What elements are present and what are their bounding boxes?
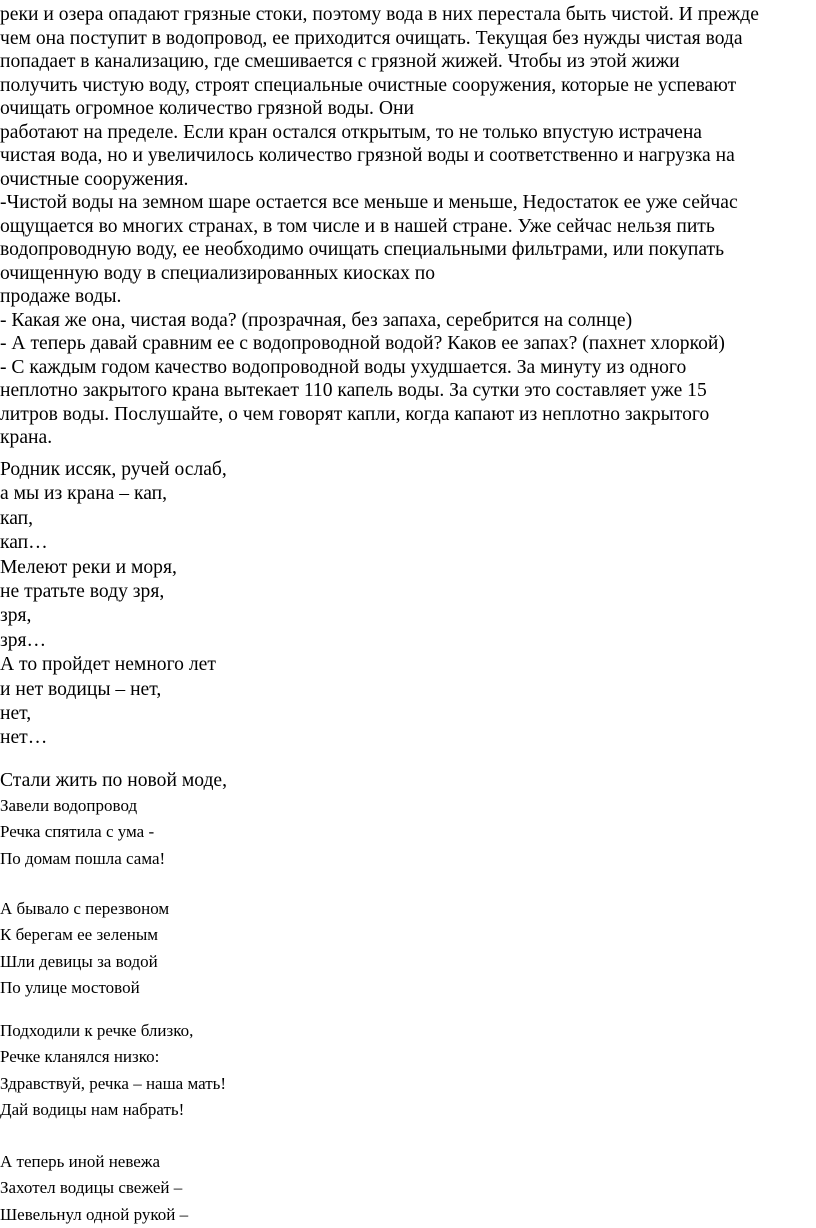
poem-line: Мелеют реки и моря, bbox=[0, 556, 177, 578]
text-line: чем она поступит в водопровод, ее приходится очищать. Текущая без нужды чистая вода bbox=[0, 27, 743, 49]
poem-line: Шли девицы за водой bbox=[0, 951, 158, 971]
text-line: - С каждым годом качество водопроводной воды ухудшается. За минуту из одного bbox=[0, 356, 687, 378]
poem-line: и нет водицы – нет, bbox=[0, 678, 162, 700]
poem-line: А теперь иной невежа bbox=[0, 1152, 161, 1171]
poem-line: Здравствуй, речка – наша мать! bbox=[0, 1073, 227, 1093]
poem-line: а мы из крана – кап, bbox=[0, 483, 168, 505]
poem-line: нет… bbox=[0, 727, 48, 749]
text-line: чистая вода, но и увеличилось количество грязной воды и соответственно и нагрузка на bbox=[0, 145, 735, 166]
text-line: очищенную воду в специализированных киосках по bbox=[0, 262, 436, 284]
poem-line: кап… bbox=[0, 532, 48, 554]
poem-line: зря, bbox=[0, 605, 32, 627]
poem-line: Завели водопровод bbox=[0, 796, 138, 815]
text-line: очистные сооружения. bbox=[0, 168, 189, 190]
text-line: получить чистую воду, строят специальные очистные сооружения, которые не успевают bbox=[0, 74, 737, 96]
poem-line: Подходили к речке близко, bbox=[0, 1021, 194, 1040]
poem-river-stanza-4 bbox=[0, 1149, 188, 1228]
poem-line: Речке кланялся низко: bbox=[0, 1047, 160, 1067]
poem-line: А то пройдет немного лет bbox=[0, 654, 216, 676]
text-line: ощущается во многих странах, в том числе и в нашей стране. Уже сейчас нельзя пить bbox=[0, 215, 715, 237]
poem-dripping-tap bbox=[0, 458, 227, 751]
text-line: - А теперь давай сравним ее с водопроводной водой? Каков ее запах? (пахнет хлоркой) bbox=[0, 333, 725, 354]
text-line: - Какая же она, чистая вода? (прозрачная, без запаха, серебрится на солнце) bbox=[0, 309, 633, 331]
paragraph-water-treatment bbox=[0, 3, 812, 450]
poem-line: нет, bbox=[0, 703, 32, 725]
poem-line: К берегам ее зеленым bbox=[0, 925, 159, 945]
poem-river-title-line bbox=[0, 769, 227, 793]
poem-line: А бывало с перезвоном bbox=[0, 899, 170, 918]
poem-river-stanza-3 bbox=[0, 1018, 226, 1123]
poem-line: Речка спятила с ума - bbox=[0, 822, 155, 842]
text-line: работают на пределе. Если кран остался открытым, то не только впустую истрачена bbox=[0, 121, 702, 143]
text-line: очищать огромное количество грязной воды. Они bbox=[0, 98, 414, 119]
poem-line: Стали жить по новой моде, bbox=[0, 770, 228, 791]
poem-line: Дай водицы нам набрать! bbox=[0, 1099, 185, 1119]
text-line: крана. bbox=[0, 427, 53, 448]
poem-line: По домам пошла сама! bbox=[0, 848, 166, 868]
text-line: продаже воды. bbox=[0, 286, 122, 307]
poem-line: Родник иссяк, ручей ослаб, bbox=[0, 459, 227, 480]
poem-line: Шевельнул одной рукой – bbox=[0, 1204, 189, 1224]
text-line: водопроводную воду, ее необходимо очищать специальными фильтрами, или покупать bbox=[0, 239, 725, 260]
poem-line: По улице мостовой bbox=[0, 977, 140, 997]
poem-line: Захотел водицы свежей – bbox=[0, 1178, 183, 1198]
text-line: реки и озера опадают грязные стоки, поэтому вода в них перестала быть чистой. И прежде bbox=[0, 4, 759, 25]
poem-line: не тратьте воду зря, bbox=[0, 581, 165, 603]
text-line: литров воды. Послушайте, о чем говорят капли, когда капают из неплотно закрытого bbox=[0, 403, 710, 425]
text-line: попадает в канализацию, где смешивается с грязной жижей. Чтобы из этой жижи bbox=[0, 51, 680, 72]
poem-line: кап, bbox=[0, 507, 34, 529]
poem-river-stanza-2 bbox=[0, 896, 169, 1001]
poem-river-stanza-1 bbox=[0, 793, 165, 872]
text-line: неплотно закрытого крана вытекает 110 капель воды. За сутки это составляет уже 15 bbox=[0, 380, 707, 401]
poem-line: зря… bbox=[0, 629, 47, 651]
text-line: -Чистой воды на земном шаре остается все меньше и меньше, Недостаток ее уже сейчас bbox=[0, 192, 738, 213]
